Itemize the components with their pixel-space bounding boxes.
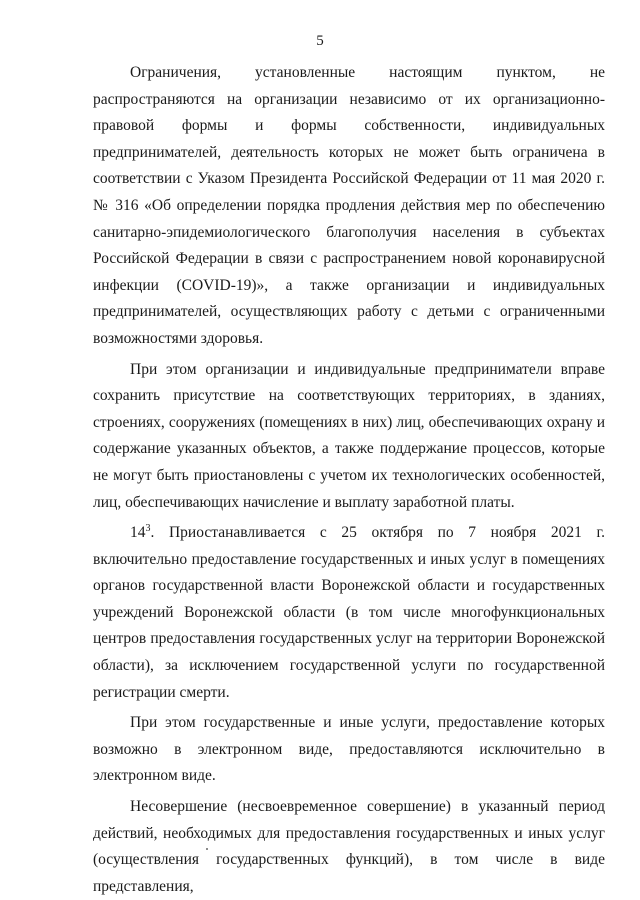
scan-speck [206, 848, 208, 850]
document-body [93, 60, 605, 900]
page-number: 5 [316, 33, 324, 49]
clause-14-3 [93, 520, 605, 706]
clause-text: . Приостанавливается с 25 октября по 7 ноября 2021 г. включительно предоставление государственных и иных услуг в помещениях органов государственной власти Воронежской области и государственных учреждений Воронежской области (в том числе многофункциональных центров предоставления государственных услуг на территории Воронежской области), за исключением государственной услуги по государственной регистрации смерти. [93, 524, 605, 701]
paragraph-non-performance: Несовершение (несвоевременное совершение) в указанный период действий, необходимых для предоставления государственных и иных услуг (осуществления государственных функций), в том числе в виде представления, [93, 798, 605, 895]
paragraph-electronic-services: При этом государственные и иные услуги, предоставление которых возможно в электронном виде, предоставляются исключительно в электронном виде. [93, 714, 605, 785]
clause-number: 14 [130, 524, 146, 542]
clause-superscript: 3 [145, 523, 151, 535]
paragraph-restrictions-exemptions: Ограничения, установленные настоящим пунктом, не распространяются на организации независимо от их организационно-правовой формы и формы собственности, индивидуальных предпринимателей, деятельность которых не может быть ограничена в соответствии с Указом Президента Российской Федерации от 11 мая 2020 г. № 316 «Об определении порядка продления действия мер по обеспечению санитарно-эпидемиологического благополучия населения в субъектах Российской Федерации в связи с распространением новой коронавирусной инфекции (COVID-19)», а также организации и индивидуальных предпринимателей, осуществляющих работу с детьми с ограниченными возможностями здоровья. [93, 64, 605, 347]
paragraph-presence-allowed: При этом организации и индивидуальные предприниматели вправе сохранить присутствие на соответствующих территориях, в зданиях, строениях, сооружениях (помещениях в них) лиц, обеспечивающих охрану и содержание указанных объектов, а также поддержание процессов, которые не могут быть приостановлены с учетом их технологических особенностей, лиц, обеспечивающих начисление и выплату заработной платы. [93, 360, 605, 511]
